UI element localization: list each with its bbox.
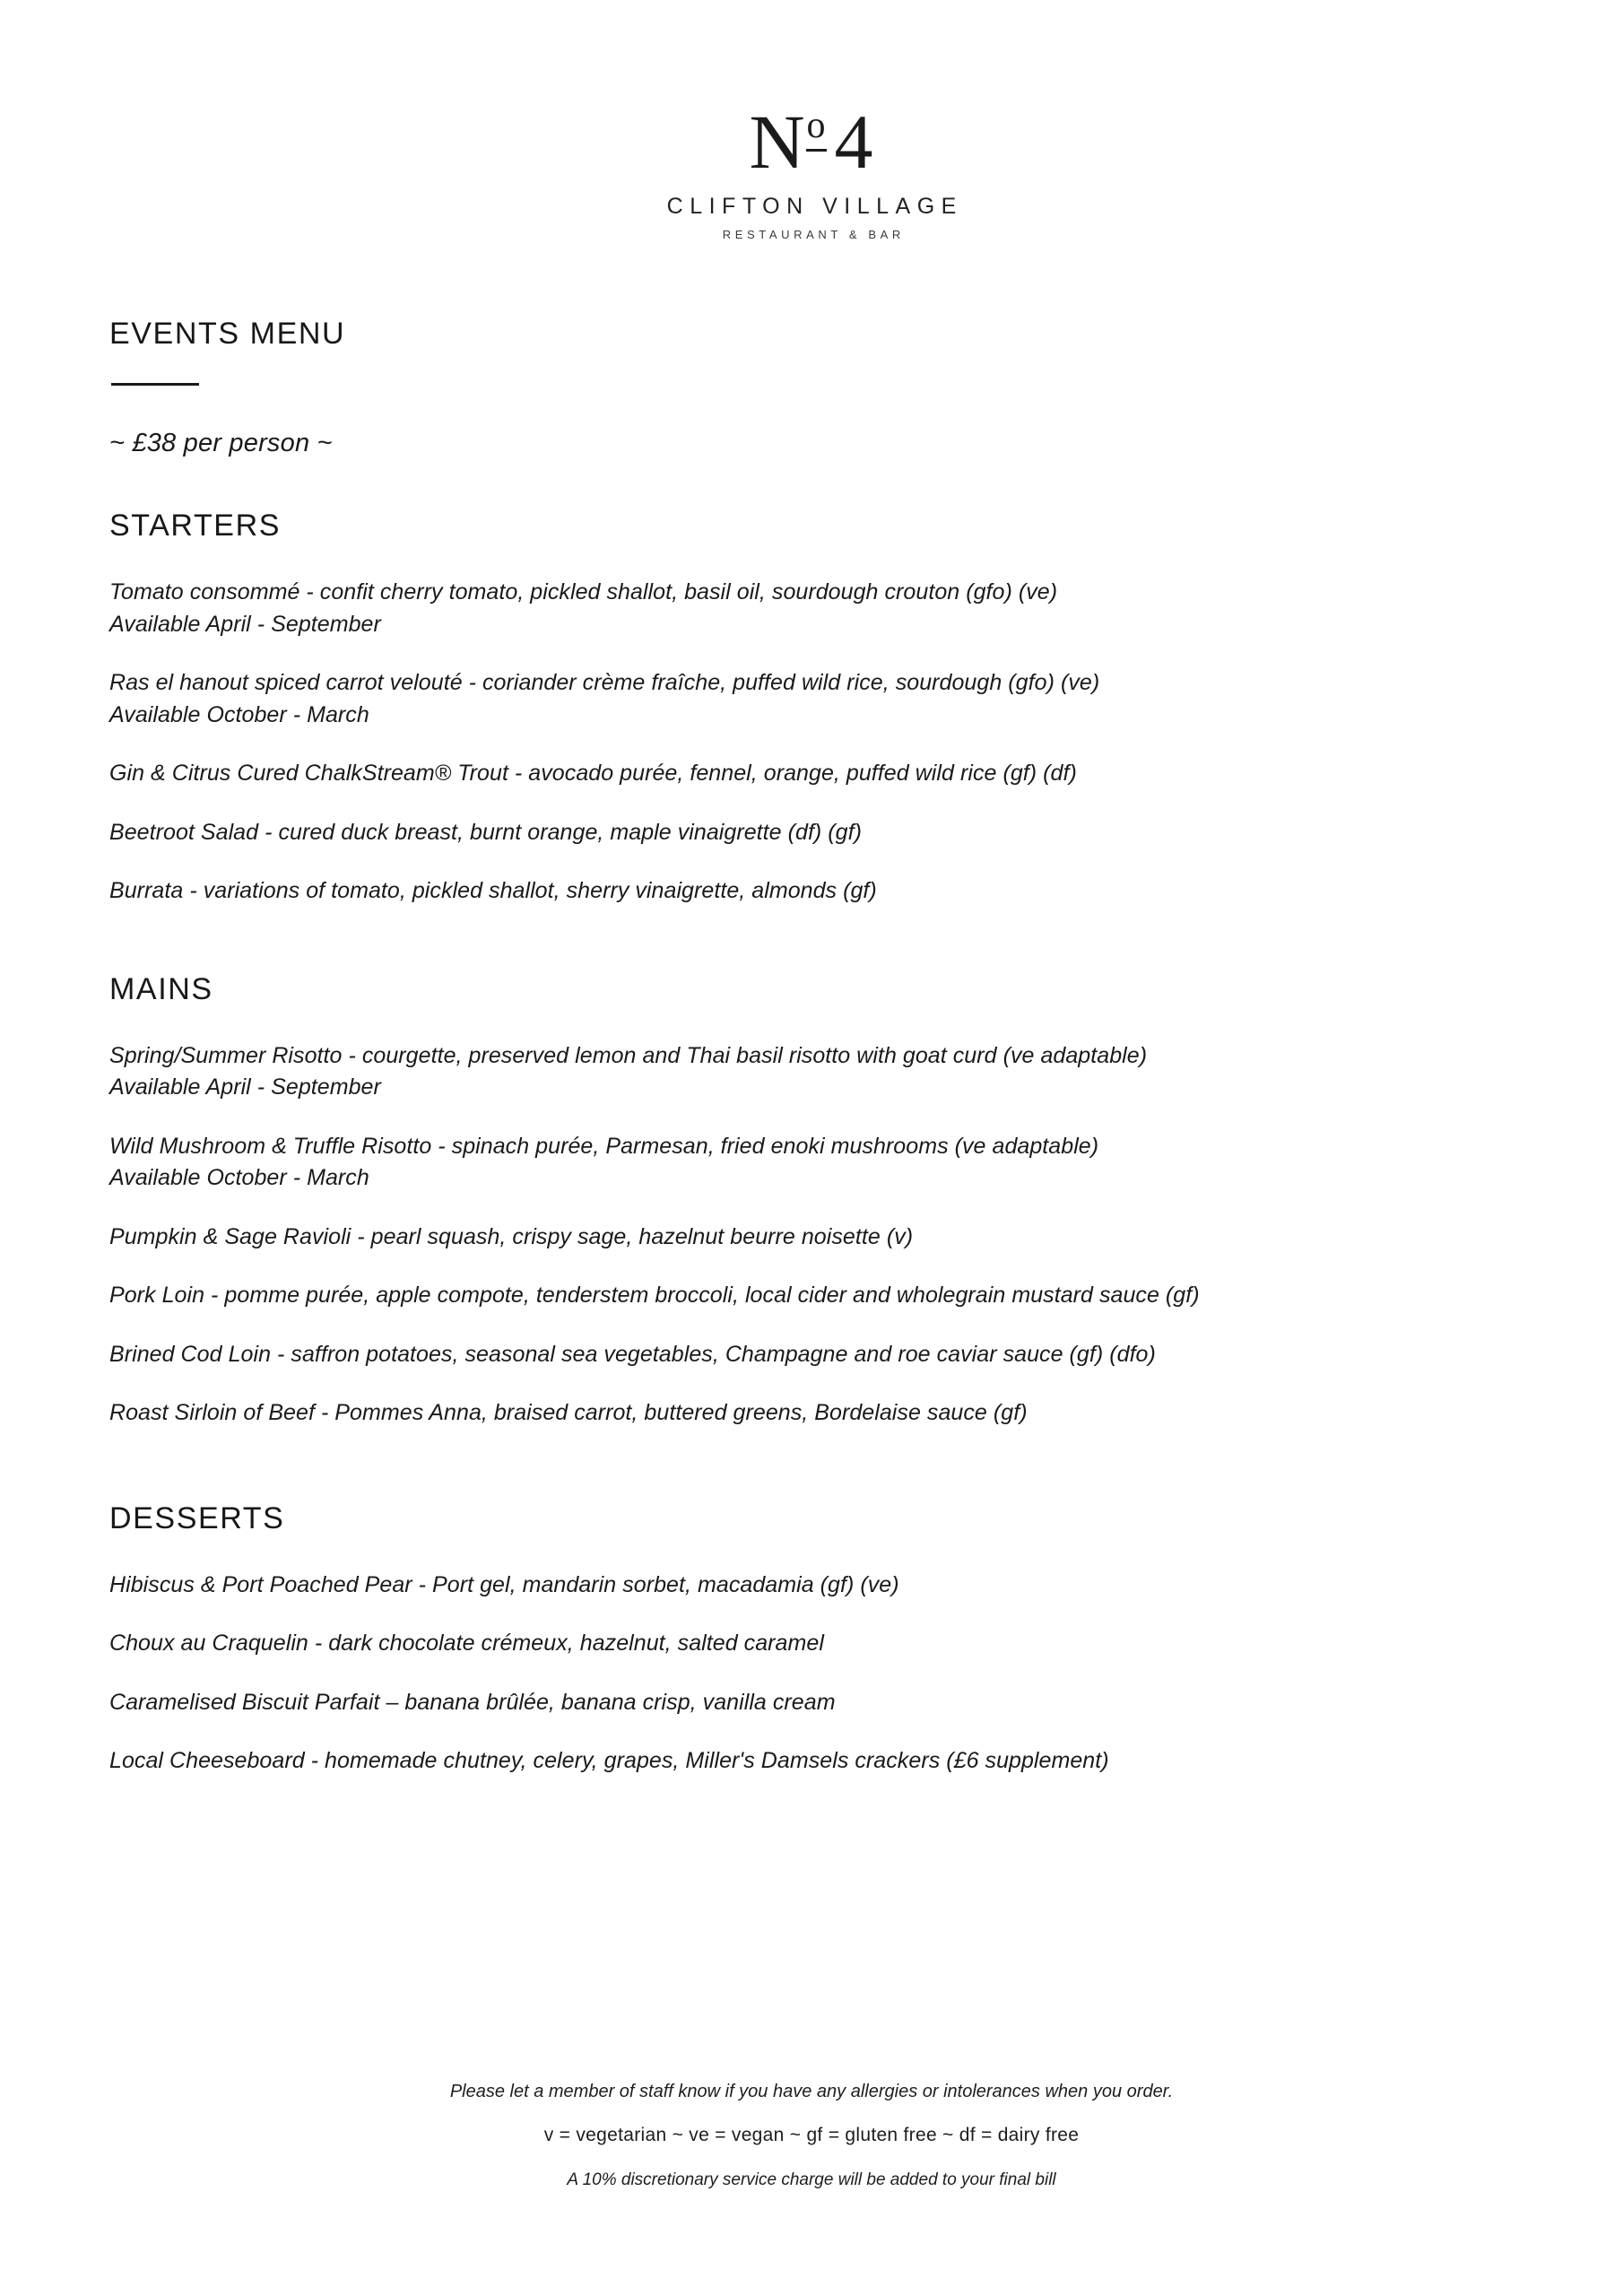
menu-item [109,1280,1517,1312]
menu-item-description: Pork Loin - pomme purée, apple compote, tenderstem broccoli, local cider and wholegrain mustard sauce (gf) [109,1283,1200,1308]
menu-item [109,1339,1517,1371]
menu-item-description: Tomato consommé - confit cherry tomato, pickled shallot, basil oil, sourdough crouton (gfo) (ve) [109,579,1058,604]
menu-item-description: Spring/Summer Risotto - courgette, preserved lemon and Thai basil risotto with goat curd (ve adaptable) [109,1042,1148,1068]
section-title-mains: MAINS [109,971,213,1006]
menu-item-description: Pumpkin & Sage Ravioli - pearl squash, crispy sage, hazelnut beurre noisette (v) [109,1223,914,1249]
menu-item-description: Brined Cod Loin - saffron potatoes, seasonal sea vegetables, Champagne and roe caviar sauce (gf) (dfo) [109,1341,1156,1367]
menu-item-availability: Available October - March [109,1165,369,1190]
menu-item-description: Beetroot Salad - cured duck breast, burnt orange, maple vinaigrette (df) (gf) [109,819,863,845]
logo-letter-n: N [749,99,806,185]
menu-section-desserts [109,1500,1517,1778]
menu-item [109,1570,1517,1602]
menu-item [109,1628,1517,1660]
menu-item [109,1687,1517,1719]
section-title-starters: STARTERS [109,509,282,543]
menu-item [109,817,1517,849]
menu-item [109,758,1517,790]
menu-footer [0,2083,1623,2188]
title-divider [111,383,199,386]
menu-item [109,1040,1517,1104]
menu-item [109,1397,1517,1430]
menu-item-availability: Available April - September [109,1074,381,1100]
menu-item [109,875,1517,908]
dietary-legend: v = vegetarian ~ ve = vegan ~ gf = gluten free ~ df = dairy free [543,2125,1080,2145]
logo-restaurant-subtitle: RESTAURANT & BAR [722,227,905,241]
logo-number-four: 4 [834,99,874,185]
restaurant-logo [0,99,1623,241]
menu-item [109,1222,1517,1254]
menu-item [109,667,1517,731]
logo-restaurant-name: CLIFTON VILLAGE [666,193,963,219]
page-title: EVENTS MENU [109,317,346,351]
menu-item-description: Roast Sirloin of Beef - Pommes Anna, braised carrot, buttered greens, Bordelaise sauce (gf) [109,1400,1028,1425]
numero-sign-icon: o [806,105,826,146]
menu-item-availability: Available April - September [109,611,381,637]
price-per-person: ~ £38 per person ~ [109,429,333,457]
menu-item-description: Hibiscus & Port Poached Pear - Port gel, mandarin sorbet, macadamia (gf) (ve) [109,1571,899,1597]
menu-item-description: Ras el hanout spiced carrot velouté - coriander crème fraîche, puffed wild rice, sourdough (gfo) (ve) [109,670,1100,695]
menu-content [109,318,1517,1778]
service-charge-notice: A 10% discretionary service charge will be added to your final bill [567,2170,1056,2189]
menu-item-description: Caramelised Biscuit Parfait – banana brûlée, banana crisp, vanilla cream [109,1689,836,1715]
menu-item-availability: Available October - March [109,701,369,727]
section-title-desserts: DESSERTS [109,1500,285,1535]
menu-item-description: Wild Mushroom & Truffle Risotto - spinach purée, Parmesan, fried enoki mushrooms (ve adaptable) [109,1133,1099,1159]
menu-item [109,577,1517,640]
menu-item-description: Burrata - variations of tomato, pickled shallot, sherry vinaigrette, almonds (gf) [109,878,877,903]
menu-item [109,1131,1517,1195]
menu-item-description: Local Cheeseboard - homemade chutney, celery, grapes, Miller's Damsels crackers (£6 supplement) [109,1748,1109,1773]
logo-mark-no4 [0,99,1623,185]
allergy-notice: Please let a member of staff know if you have any allergies or intolerances when you order. [449,2082,1174,2101]
menu-item [109,1745,1517,1778]
menu-section-starters [109,510,1517,908]
menu-item-description: Choux au Craquelin - dark chocolate crémeux, hazelnut, salted caramel [109,1631,824,1656]
menu-section-mains [109,971,1517,1430]
menu-item-description: Gin & Citrus Cured ChalkStream® Trout - avocado purée, fennel, orange, puffed wild rice (gf) (df) [109,761,1077,786]
